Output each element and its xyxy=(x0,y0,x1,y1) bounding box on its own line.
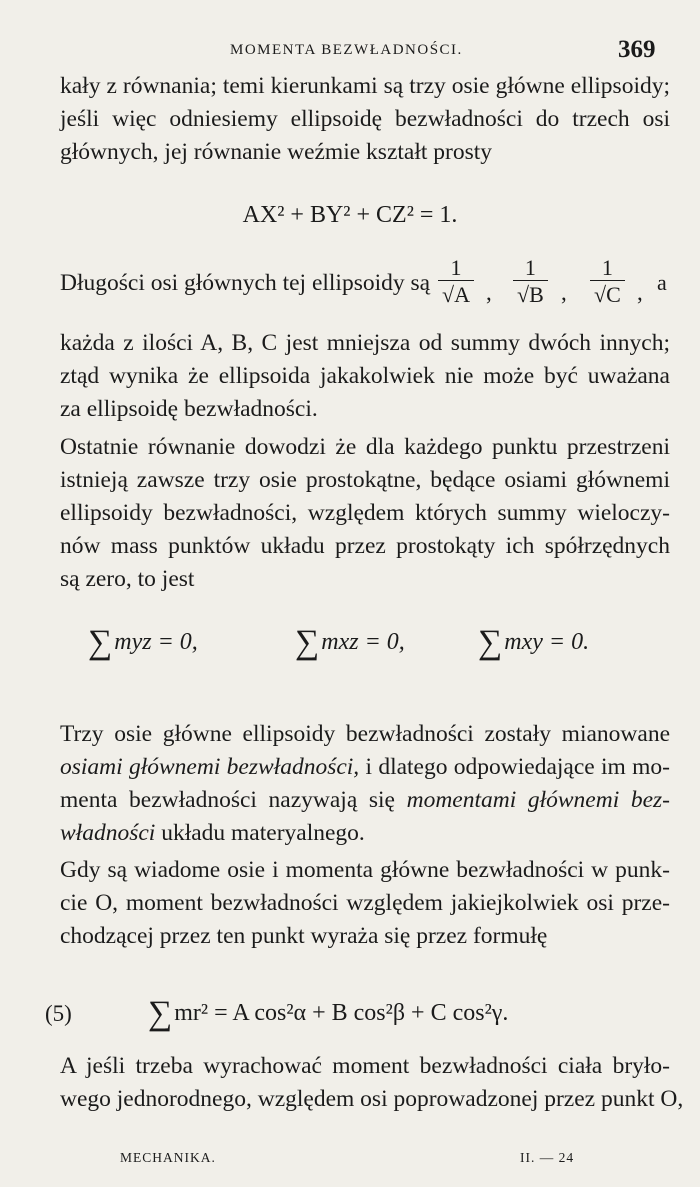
moment-formula xyxy=(148,995,508,1033)
comma: , xyxy=(561,280,567,305)
sum-myz xyxy=(88,624,198,662)
fraction-denominator: √A xyxy=(438,280,474,309)
text-line: Ostatnie równanie dowodzi że dla każdego punktu przestrzeni xyxy=(60,434,670,460)
paragraph-3 xyxy=(60,431,670,596)
page-footer xyxy=(0,1150,700,1174)
fraction-c xyxy=(590,256,625,309)
volume-mark: II. — 24 xyxy=(520,1150,575,1165)
text-line: kały z równania; temi kierunkami są trzy osie główne ellipsoidy; xyxy=(60,73,670,99)
text-line: jeśli więc odniesiemy ellipsoidę bezwładności do trzech osi xyxy=(60,106,670,132)
ellipsoid-equation: AX² + BY² + CZ² = 1. xyxy=(242,202,458,228)
fraction-b xyxy=(513,256,548,309)
sum-mxy xyxy=(478,624,589,662)
text-line: Gdy są wiadome osie i momenta główne bezwładności w punk- xyxy=(60,857,670,883)
text-line: Trzy osie główne ellipsoidy bezwładności zostały mianowane xyxy=(60,721,670,747)
formula-expression: mr² = A cos²α + B cos²β + C cos²γ. xyxy=(174,1000,509,1026)
text-span: układu materyalnego. xyxy=(155,820,365,846)
paragraph-5 xyxy=(60,854,670,953)
italic-term: władności xyxy=(60,820,156,846)
text-line: istnieją zawsze trzy osie prostokątne, będące osiami głównemi xyxy=(60,467,670,493)
paragraph-2 xyxy=(60,327,670,426)
sum-expression: myz = 0, xyxy=(114,629,198,655)
fraction-numerator: 1 xyxy=(524,255,536,280)
summation-equations xyxy=(0,624,700,674)
text-line: za ellipsoidę bezwładności. xyxy=(60,396,318,422)
running-title: MOMENTA BEZWŁADNOŚCI. xyxy=(230,42,463,58)
text-line: głównych, jej równanie weźmie kształt prosty xyxy=(60,139,493,165)
text-line: wego jednorodnego, względem osi poprowadzonej przez punkt O, xyxy=(60,1086,684,1112)
fraction-denominator: √C xyxy=(590,280,625,309)
comma: , xyxy=(637,280,643,305)
text-line xyxy=(60,817,670,850)
sigma-symbol: ∑ xyxy=(478,624,503,661)
sum-expression: mxz = 0, xyxy=(321,629,405,655)
text-line: są zero, to jest xyxy=(60,566,195,592)
equation-number: (5) xyxy=(45,1001,72,1026)
axes-tail-word: a xyxy=(657,270,667,295)
text-line: ellipsoidy bezwładności, względem których summy wieloczy- xyxy=(60,500,670,526)
fraction-numerator: 1 xyxy=(601,255,613,280)
text-line xyxy=(60,784,670,817)
text-line: ztąd wynika że ellipsoida jakakolwiek nie może być uważana xyxy=(60,363,670,389)
fraction-numerator: 1 xyxy=(450,255,462,280)
paragraph-4 xyxy=(60,718,670,850)
paragraph-1 xyxy=(60,70,670,169)
fraction-a xyxy=(438,256,474,309)
axes-lengths-text: Długości osi głównych tej ellipsoidy są xyxy=(60,270,431,296)
comma: , xyxy=(486,280,492,305)
paragraph-6 xyxy=(60,1050,684,1116)
signature-mark: MECHANIKA. xyxy=(120,1150,216,1165)
text-line: nów mass punktów układu przez prostokąty ich spółrzędnych xyxy=(60,533,670,559)
page-header xyxy=(0,38,700,68)
text-line: każda z ilości A, B, C jest mniejsza od summy dwóch innych; xyxy=(60,330,670,356)
italic-term: momentami głównemi bez- xyxy=(406,787,670,813)
text-line: A jeśli trzeba wyrachować moment bezwładności ciała bryło- xyxy=(60,1053,670,1079)
text-span: menta bezwładności nazywają się xyxy=(60,787,407,813)
fraction-denominator: √B xyxy=(513,280,548,309)
text-line: chodzącej przez ten punkt wyraża się przez formułę xyxy=(60,923,548,949)
page-number: 369 xyxy=(618,36,656,63)
sigma-symbol: ∑ xyxy=(148,995,173,1032)
text-line: cie O, moment bezwładności względem jakiejkolwiek osi prze- xyxy=(60,890,670,916)
sigma-symbol: ∑ xyxy=(295,624,320,661)
sigma-symbol: ∑ xyxy=(88,624,113,661)
italic-term: osiami głównemi bezwładności, xyxy=(60,754,360,780)
sum-mxz xyxy=(295,624,405,662)
text-span: i dlatego odpowiedające im mo- xyxy=(359,754,670,780)
sum-expression: mxy = 0. xyxy=(504,629,590,655)
text-line xyxy=(60,751,670,784)
